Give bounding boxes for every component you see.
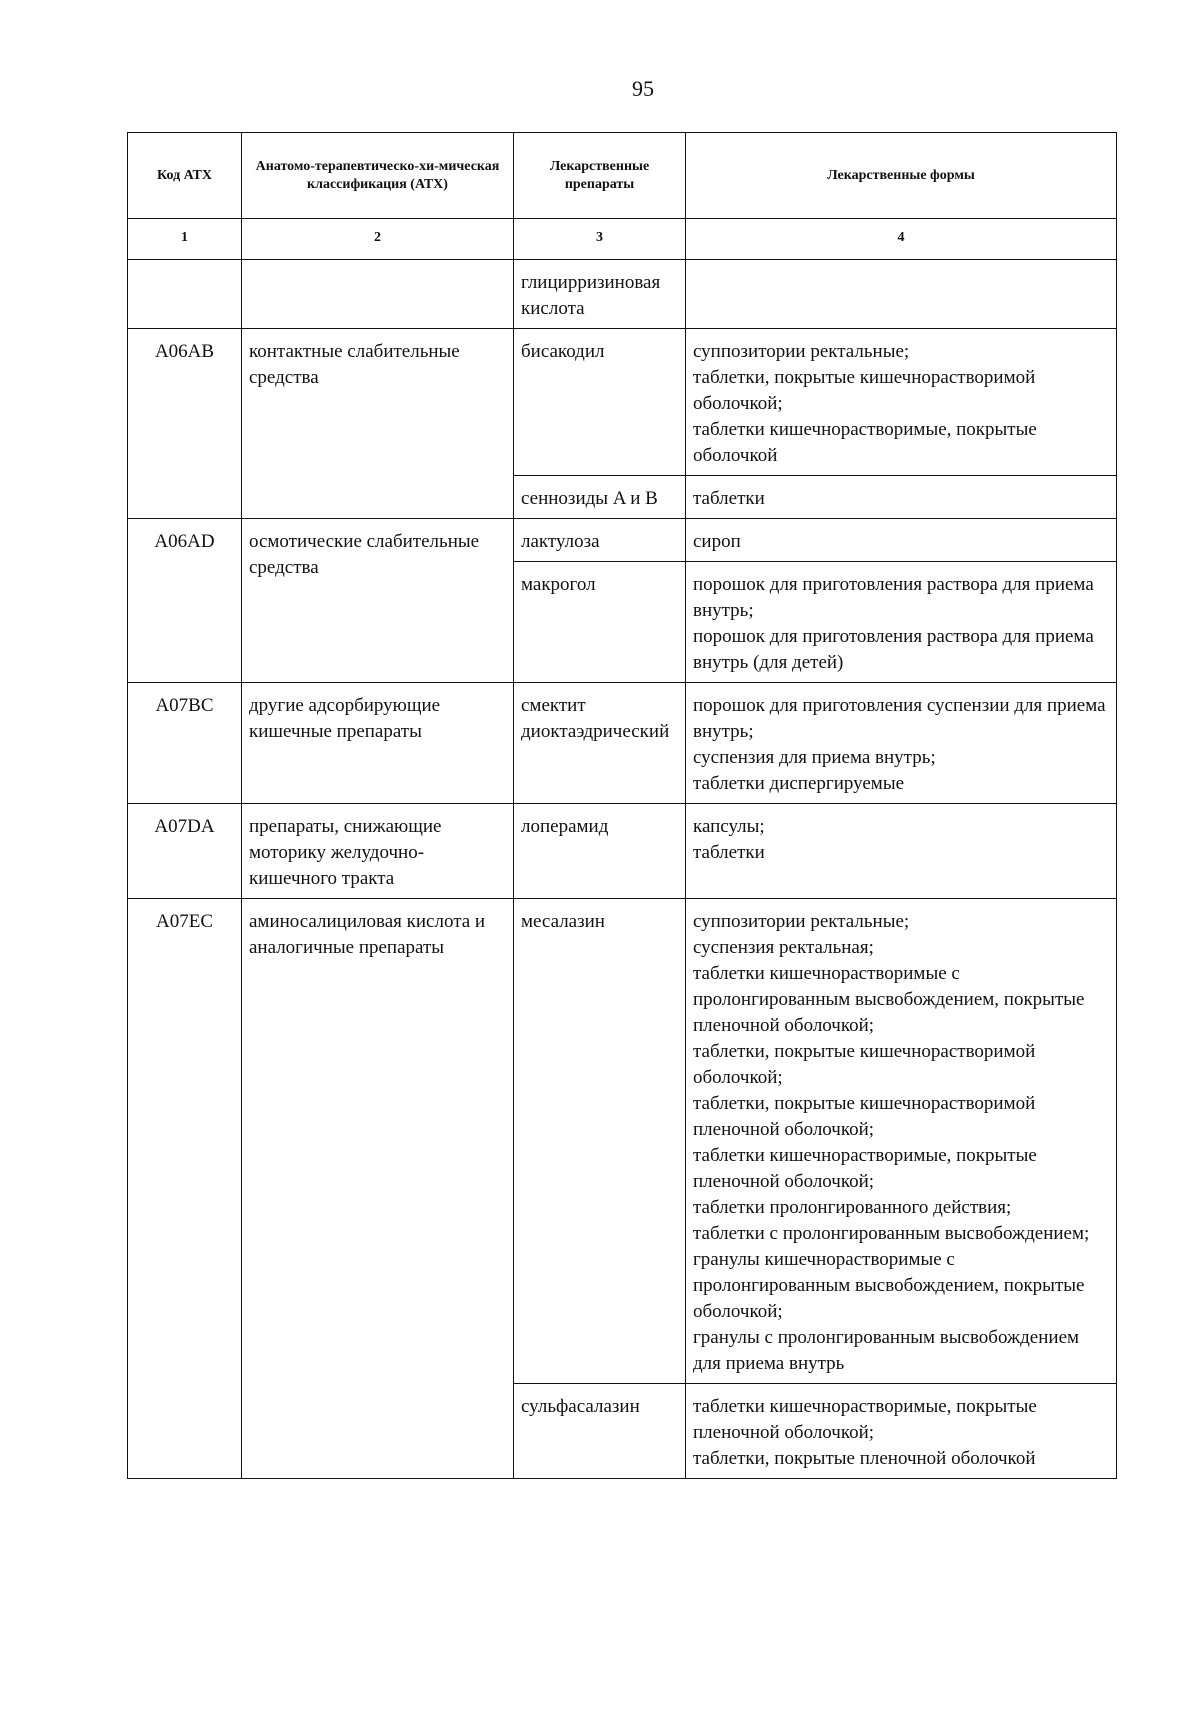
dosage-form-item: капсулы; xyxy=(693,816,765,837)
dosage-form-item: гранулы с пролонгированным высвобождением для приема внутрь xyxy=(693,1327,1080,1374)
dosage-form-item: суппозитории ректальные; xyxy=(693,911,910,932)
dosage-forms-cell xyxy=(686,519,1117,562)
dosage-form-item: таблетки кишечнорастворимые, покрытые пленочной оболочкой; xyxy=(693,1396,1037,1443)
header-drugs: Лекарственные препараты xyxy=(514,133,686,219)
table-body xyxy=(128,260,1117,1479)
atx-classification-cell: препараты, снижающие моторику желудочно-кишечного тракта xyxy=(242,804,514,899)
dosage-form-item: таблетки, покрытые пленочной оболочкой xyxy=(693,1448,1036,1469)
dosage-forms-cell xyxy=(686,562,1117,683)
dosage-form-item: порошок для приготовления раствора для приема внутрь; xyxy=(693,574,1094,621)
dosage-forms-cell xyxy=(686,1384,1117,1479)
atx-code-cell: A07DA xyxy=(128,804,242,899)
dosage-form-item: таблетки xyxy=(693,488,765,509)
dosage-form-item: порошок для приготовления суспензии для приема внутрь; xyxy=(693,695,1106,742)
column-number-row xyxy=(128,219,1117,260)
table-header-row xyxy=(128,133,1117,219)
dosage-form-item: суспензия ректальная; xyxy=(693,937,874,958)
drug-name-cell: глицирризиновая кислота xyxy=(514,260,686,329)
dosage-form-item: таблетки пролонгированного действия; xyxy=(693,1197,1012,1218)
drug-name-cell: лактулоза xyxy=(514,519,686,562)
column-number: 1 xyxy=(128,219,242,260)
atx-code-cell xyxy=(128,260,242,329)
drug-name-cell: смектит диоктаэдрический xyxy=(514,683,686,804)
dosage-form-item: таблетки диспергируемые xyxy=(693,773,905,794)
table-row xyxy=(128,329,1117,476)
dosage-form-item: таблетки, покрытые кишечнорастворимой оболочкой; xyxy=(693,1041,1036,1088)
drug-name-cell: месалазин xyxy=(514,899,686,1384)
dosage-form-item: суппозитории ректальные; xyxy=(693,341,910,362)
dosage-forms-cell xyxy=(686,329,1117,476)
atx-classification-cell: аминосалициловая кислота и аналогичные препараты xyxy=(242,899,514,1479)
atx-table xyxy=(127,132,1117,1479)
drug-name-cell: сульфасалазин xyxy=(514,1384,686,1479)
dosage-forms-cell xyxy=(686,899,1117,1384)
drug-name-cell: сеннозиды A и B xyxy=(514,476,686,519)
header-atx-code: Код АТХ xyxy=(128,133,242,219)
atx-code-cell: A07EC xyxy=(128,899,242,1479)
header-atx-classification: Анатомо-терапевтическо-хи-мическая классификация (АТХ) xyxy=(242,133,514,219)
table-row xyxy=(128,260,1117,329)
column-number: 4 xyxy=(686,219,1117,260)
dosage-form-item: порошок для приготовления раствора для приема внутрь (для детей) xyxy=(693,626,1094,673)
dosage-form-item: таблетки кишечнорастворимые, покрытые пленочной оболочкой; xyxy=(693,1145,1037,1192)
column-number: 3 xyxy=(514,219,686,260)
page-number: 95 xyxy=(632,76,654,101)
atx-classification-cell: осмотические слабительные средства xyxy=(242,519,514,683)
header-dosage-forms: Лекарственные формы xyxy=(686,133,1117,219)
atx-code-cell: A07BC xyxy=(128,683,242,804)
dosage-form-item: суспензия для приема внутрь; xyxy=(693,747,936,768)
table-row xyxy=(128,804,1117,899)
table-row xyxy=(128,683,1117,804)
table-row xyxy=(128,519,1117,562)
atx-code-cell: A06AB xyxy=(128,329,242,519)
dosage-forms-cell xyxy=(686,683,1117,804)
dosage-form-item: таблетки кишечнорастворимые, покрытые оболочкой xyxy=(693,419,1037,466)
drug-name-cell: лоперамид xyxy=(514,804,686,899)
dosage-forms-cell xyxy=(686,476,1117,519)
column-number: 2 xyxy=(242,219,514,260)
dosage-form-item: таблетки с пролонгированным высвобождением; xyxy=(693,1223,1090,1244)
atx-code-cell: A06AD xyxy=(128,519,242,683)
table-row xyxy=(128,899,1117,1384)
dosage-forms-cell xyxy=(686,260,1117,329)
dosage-form-item: гранулы кишечнорастворимые с пролонгированным высвобождением, покрытые оболочкой; xyxy=(693,1249,1085,1322)
atx-classification-cell: контактные слабительные средства xyxy=(242,329,514,519)
dosage-form-item: таблетки xyxy=(693,842,765,863)
drug-name-cell: бисакодил xyxy=(514,329,686,476)
dosage-form-item: таблетки, покрытые кишечнорастворимой оболочкой; xyxy=(693,367,1036,414)
dosage-form-item: таблетки кишечнорастворимые с пролонгированным высвобождением, покрытые пленочной оболочкой; xyxy=(693,963,1085,1036)
atx-classification-cell: другие адсорбирующие кишечные препараты xyxy=(242,683,514,804)
dosage-form-item: таблетки, покрытые кишечнорастворимой пленочной оболочкой; xyxy=(693,1093,1036,1140)
dosage-forms-cell xyxy=(686,804,1117,899)
dosage-form-item: сироп xyxy=(693,531,741,552)
drug-name-cell: макрогол xyxy=(514,562,686,683)
atx-classification-cell xyxy=(242,260,514,329)
